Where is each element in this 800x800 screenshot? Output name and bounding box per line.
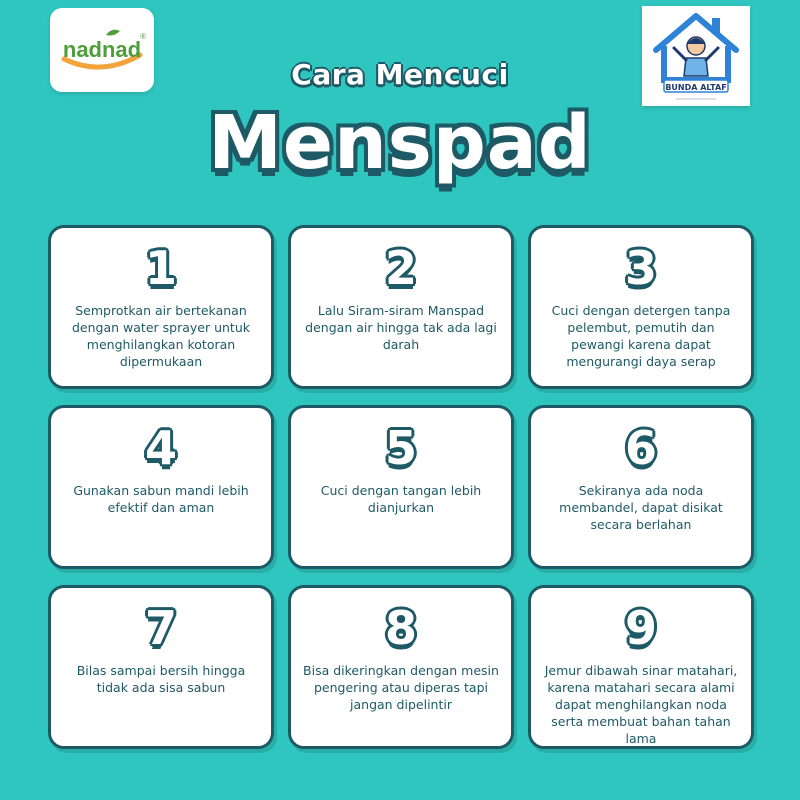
step-card-5 bbox=[288, 405, 514, 569]
title-line2: Menspad bbox=[208, 100, 592, 186]
step-card-9 bbox=[528, 585, 754, 749]
step-card-4 bbox=[48, 405, 274, 569]
step-card-3 bbox=[528, 225, 754, 389]
step-number: 8 bbox=[384, 601, 417, 655]
step-number: 5 bbox=[384, 421, 417, 475]
step-card-8 bbox=[288, 585, 514, 749]
bunda-altaf-text: BUNDA ALTAF bbox=[665, 83, 727, 92]
step-number: 2 bbox=[384, 241, 417, 295]
step-text: Bilas sampai bersih hingga tidak ada sisa sabun bbox=[76, 663, 246, 695]
house-child-icon bbox=[642, 6, 750, 106]
steps-grid bbox=[48, 225, 754, 749]
step-number: 1 bbox=[144, 241, 177, 295]
step-text: Cuci dengan detergen tanpa pelembut, pemutih dan pewangi karena dapat mengurangi daya serap bbox=[551, 303, 731, 369]
registered-mark: ® bbox=[140, 32, 146, 41]
step-number: 4 bbox=[144, 421, 177, 475]
step-text: Sekiranya ada noda membandel, dapat disikat secara berlahan bbox=[559, 483, 723, 532]
step-number: 9 bbox=[624, 601, 657, 655]
nadnad-logo-text: nadnad bbox=[62, 37, 142, 62]
step-number: 3 bbox=[624, 241, 657, 295]
step-card-6 bbox=[528, 405, 754, 569]
title-line1: Cara Mencuci bbox=[291, 58, 509, 91]
step-text: Lalu Siram-siram Manspad dengan air hingga tak ada lagi darah bbox=[305, 303, 497, 352]
step-number: 6 bbox=[624, 421, 657, 475]
step-number: 7 bbox=[144, 601, 177, 655]
step-text: Gunakan sabun mandi lebih efektif dan aman bbox=[73, 483, 249, 515]
step-card-2 bbox=[288, 225, 514, 389]
step-text: Bisa dikeringkan dengan mesin pengering atau diperas tapi jangan dipelintir bbox=[303, 663, 499, 712]
step-card-1 bbox=[48, 225, 274, 389]
step-text: Jemur dibawah sinar matahari, karena matahari secara alami dapat menghilangkan noda serta membuat bahan tahan lama bbox=[544, 663, 738, 746]
bunda-altaf-logo bbox=[642, 6, 750, 106]
step-text: Cuci dengan tangan lebih dianjurkan bbox=[320, 483, 482, 515]
step-text: Semprotkan air bertekanan dengan water sprayer untuk menghilangkan kotoran dipermukaan bbox=[72, 303, 250, 369]
step-card-7 bbox=[48, 585, 274, 749]
